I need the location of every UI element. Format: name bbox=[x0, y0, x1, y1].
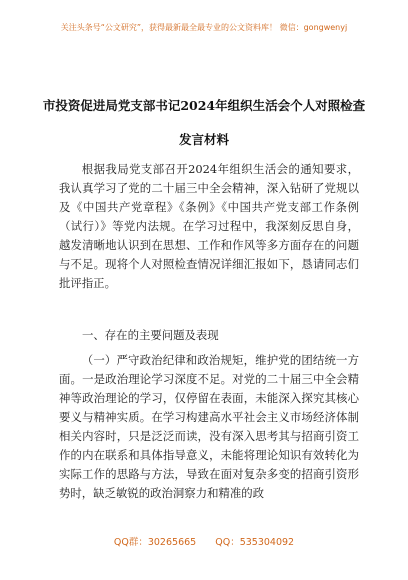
item-paragraph bbox=[59, 351, 359, 503]
section-heading: 一、存在的主要问题及表现 bbox=[82, 328, 219, 342]
intro-paragraph bbox=[59, 160, 359, 293]
contact-footer bbox=[0, 534, 408, 548]
qq-group: QQ群：30265665 bbox=[113, 537, 197, 548]
document-subtitle: 发言材料 bbox=[178, 132, 229, 147]
qq-number: QQ：535304092 bbox=[215, 537, 295, 548]
item-text: （一）严守政治纪律和政治规矩，维护党的团结统一方面。一是政治理论学习深度不足。对党的二十届三中全会精神等政治理论的学习，仅停留在表面，未能深入探究其核心要义与精神实质。在学习构建高水平社会主义市场经济体制相关内容时，只是泛泛而读，没有深入思考其与招商引资工作的内在联系和具体指导意义，未能将理论知识有效转化为实际工作的思路与方法，导致在面对复杂多变的招商引资形势时，缺乏敏锐的政治洞察力和精准的政 bbox=[59, 353, 359, 500]
intro-text: 根据我局党支部召开2024年组织生活会的通知要求，我认真学习了党的二十届三中全会精神，深入钻研了党规以及《中国共产党章程》《条例》《中国共产党支部工作条例（试行）》等党内法规。在学习过程中，我深刻反思自身，越发清晰地认识到在思想、工作和作风等多方面存在的问题与不足。现将个人对照检查情况详细汇报如下，恳请同志们批评指正。 bbox=[59, 162, 359, 290]
promo-banner: 关注头条号“公文研究”，获得最新最全最专业的公文资料库！ 微信：gongwenyj bbox=[60, 23, 348, 32]
document-title: 市投资促进局党支部书记2024年组织生活会个人对照检查 bbox=[42, 98, 366, 113]
